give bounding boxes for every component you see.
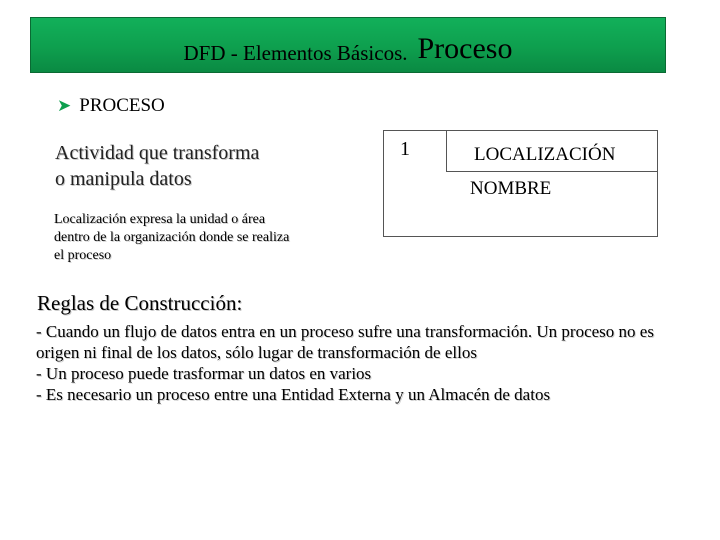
rule-item: - Es necesario un proceso entre una Entidad Externa y un Almacén de datos bbox=[36, 385, 551, 404]
location-note: Localización expresa la unidad o área dentro de la organización donde se realiza el proceso bbox=[54, 212, 290, 263]
rules-heading: Reglas de Construcción: bbox=[37, 291, 243, 315]
rules-list bbox=[36, 321, 666, 405]
process-id: 1 bbox=[384, 131, 447, 172]
rule-item: - Cuando un flujo de datos entra en un proceso sufre una transformación. Un proceso no es origen ni final de los datos, sólo lugar de transformación de ellos bbox=[36, 322, 654, 362]
process-name: NOMBRE bbox=[470, 178, 552, 199]
slide-title-bar bbox=[30, 17, 666, 73]
process-location: LOCALIZACIÓN bbox=[447, 131, 657, 172]
process-definition: Actividad que transforma o manipula datos bbox=[55, 142, 260, 190]
slide-title: DFD - Elementos Básicos. bbox=[183, 41, 408, 65]
process-symbol bbox=[383, 130, 658, 237]
slide-title-accent: Proceso bbox=[417, 32, 513, 65]
bullet-label: PROCESO bbox=[79, 95, 165, 116]
bullet-proceso bbox=[57, 95, 165, 117]
arrow-right-icon: ➤ bbox=[57, 96, 72, 115]
rule-item: - Un proceso puede trasformar un datos en varios bbox=[36, 364, 372, 383]
